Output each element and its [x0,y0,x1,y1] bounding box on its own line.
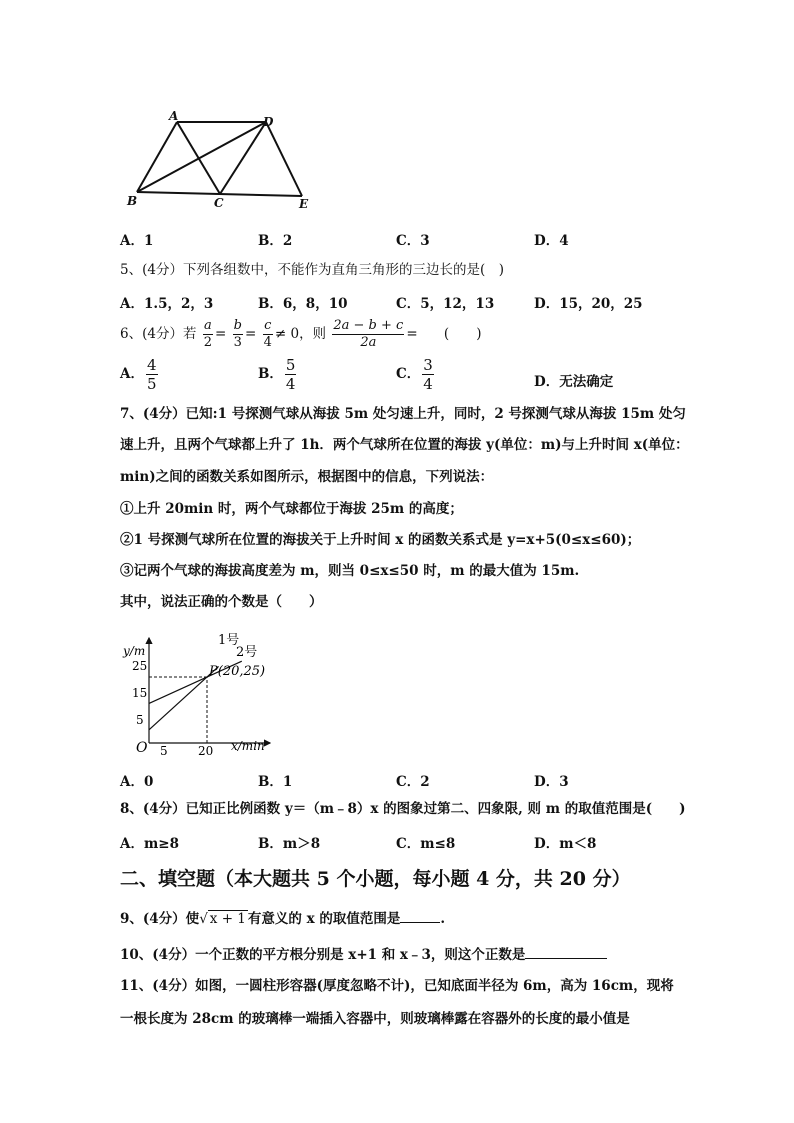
series-label-2: 2号 [236,645,258,660]
series-label-1: 1号 [218,633,240,648]
q5-option-a[interactable]: A．1.5，2，3 [120,296,214,312]
segment-de [266,122,302,196]
q5-stem [120,261,504,279]
q10-answer-blank[interactable] [525,944,607,959]
q5-option-b[interactable]: B．6，8，10 [258,296,348,312]
q5-option-d[interactable]: D．15，20，25 [534,296,643,312]
sqrt-expression: √ x + 1 [199,911,246,927]
q7-line-3: min)之间的函数关系如图所示，根据图中的信息，下列说法： [120,469,494,485]
q5-option-c[interactable]: C．5，12，13 [396,296,495,312]
q7-statement-3: ③记两个气球的海拔高度差为 m，则当 0≤x≤50 时，m 的最大值为 15m. [120,563,580,579]
q7-statement-1: ①上升 20min 时，两个气球都位于海拔 25m 的高度； [120,501,463,517]
q9-stem: 9、(4分）使√ x + 1 有意义的 x 的取值范围是 . [120,908,445,928]
label-b: B [127,194,138,208]
fraction-a-over-2: $\frac{a}{2}$ [203,318,213,350]
q7-line-2: 速上升，且两个气球都上升了 1h．两个气球所在位置的海拔 y(单位：m)与上升时间 x(单位： [120,437,689,453]
q6-number: 6、(4分） [120,326,183,342]
q4-option-a[interactable]: A．1 [120,233,154,249]
q8-option-b[interactable]: B．m＞8 [258,836,321,852]
q11-line-2: 一根长度为 28cm 的玻璃棒一端插入容器中，则玻璃棒露在容器外的长度的最小值是 [120,1011,630,1027]
q5-text: 下列各组数中，不能作为直角三角形的三边长的是( ) [182,262,504,278]
label-e: E [299,197,309,211]
q7-question: 其中，说法正确的个数是（ ） [120,594,323,610]
q6-option-a[interactable]: A． $\frac{4}{5}$ [120,356,157,393]
q7-line-1: 7、(4分）已知:1 号探测气球从海拔 5m 处匀速上升，同时，2 号探测气球从海拔 15m 处匀 [120,406,686,422]
q6-option-b[interactable]: B． $\frac{5}{4}$ [258,356,296,393]
x-tick-5: 5 [160,744,168,756]
section-2-heading: 二、填空题（本大题共 5 个小题，每小题 4 分，共 20 分） [120,868,631,890]
y-tick-25: 25 [132,659,148,673]
fraction-b-over-3: $\frac{b}{3}$ [233,318,242,350]
q8-stem: 8、(4分）已知正比例函数 y＝（m﹣8）x 的图象过第二、四象限, 则 m 的取值范围是( ) [120,801,686,817]
y-tick-5: 5 [136,713,144,727]
q11-line-1: 11、(4分）如图，一圆柱形容器(厚度忽略不计)，已知底面半径为 6m，高为 16cm，现将 [120,978,674,994]
q6-option-c[interactable]: C． $\frac{3}{4}$ [396,356,433,393]
q9-answer-blank[interactable] [400,908,440,923]
q7-line-chart [118,628,278,756]
y-tick-15: 15 [132,686,148,700]
segment-dc [220,122,266,194]
point-p-label: P(20,25) [209,664,266,679]
q4-option-b[interactable]: B．2 [258,233,293,249]
q6-option-d[interactable]: D．无法确定 [534,374,614,390]
q5-number: 5、(4分） [120,262,183,278]
label-d: D [263,115,274,129]
sqrt-icon: √ [199,911,208,927]
fraction-expression: $\frac{2a - b + c}{2a}$ [333,318,404,350]
label-c: C [214,196,224,210]
fraction-c-over-4: $\frac{c}{4}$ [263,318,272,350]
q4-option-c[interactable]: C．3 [396,233,430,249]
x-tick-20: 20 [198,744,214,756]
y-axis-label: y/m [123,644,146,658]
q6-answer-paren: ( ) [443,326,482,342]
q8-option-a[interactable]: A．m≥8 [120,836,179,852]
q8-option-c[interactable]: C．m≤8 [396,836,456,852]
label-a: A [169,109,179,123]
x-axis-label: x/min [231,739,265,753]
q8-option-d[interactable]: D．m＜8 [534,836,597,852]
q7-statement-2: ②1 号探测气球所在位置的海拔关于上升时间 x 的函数关系式是 y=x+5(0≤x≤60)； [120,532,641,548]
q10-stem: 10、(4分）一个正数的平方根分别是 x+1 和 x﹣3，则这个正数是 [120,944,607,964]
q6-stem: 6、(4分）若 $\frac{a}{2}$ = $\frac{b}{3}$ = $\frac{c}{4}$ ≠ 0，则 $\frac{2a - b + c}{2a}$ = ( ) [120,318,482,350]
q7-option-c[interactable]: C．2 [396,774,430,790]
q7-option-b[interactable]: B．1 [258,774,293,790]
origin-label: O [136,740,148,756]
q4-option-d[interactable]: D．4 [534,233,569,249]
quadrilateral-figure [120,108,320,214]
q7-option-a[interactable]: A．0 [120,774,154,790]
q7-option-d[interactable]: D．3 [534,774,569,790]
